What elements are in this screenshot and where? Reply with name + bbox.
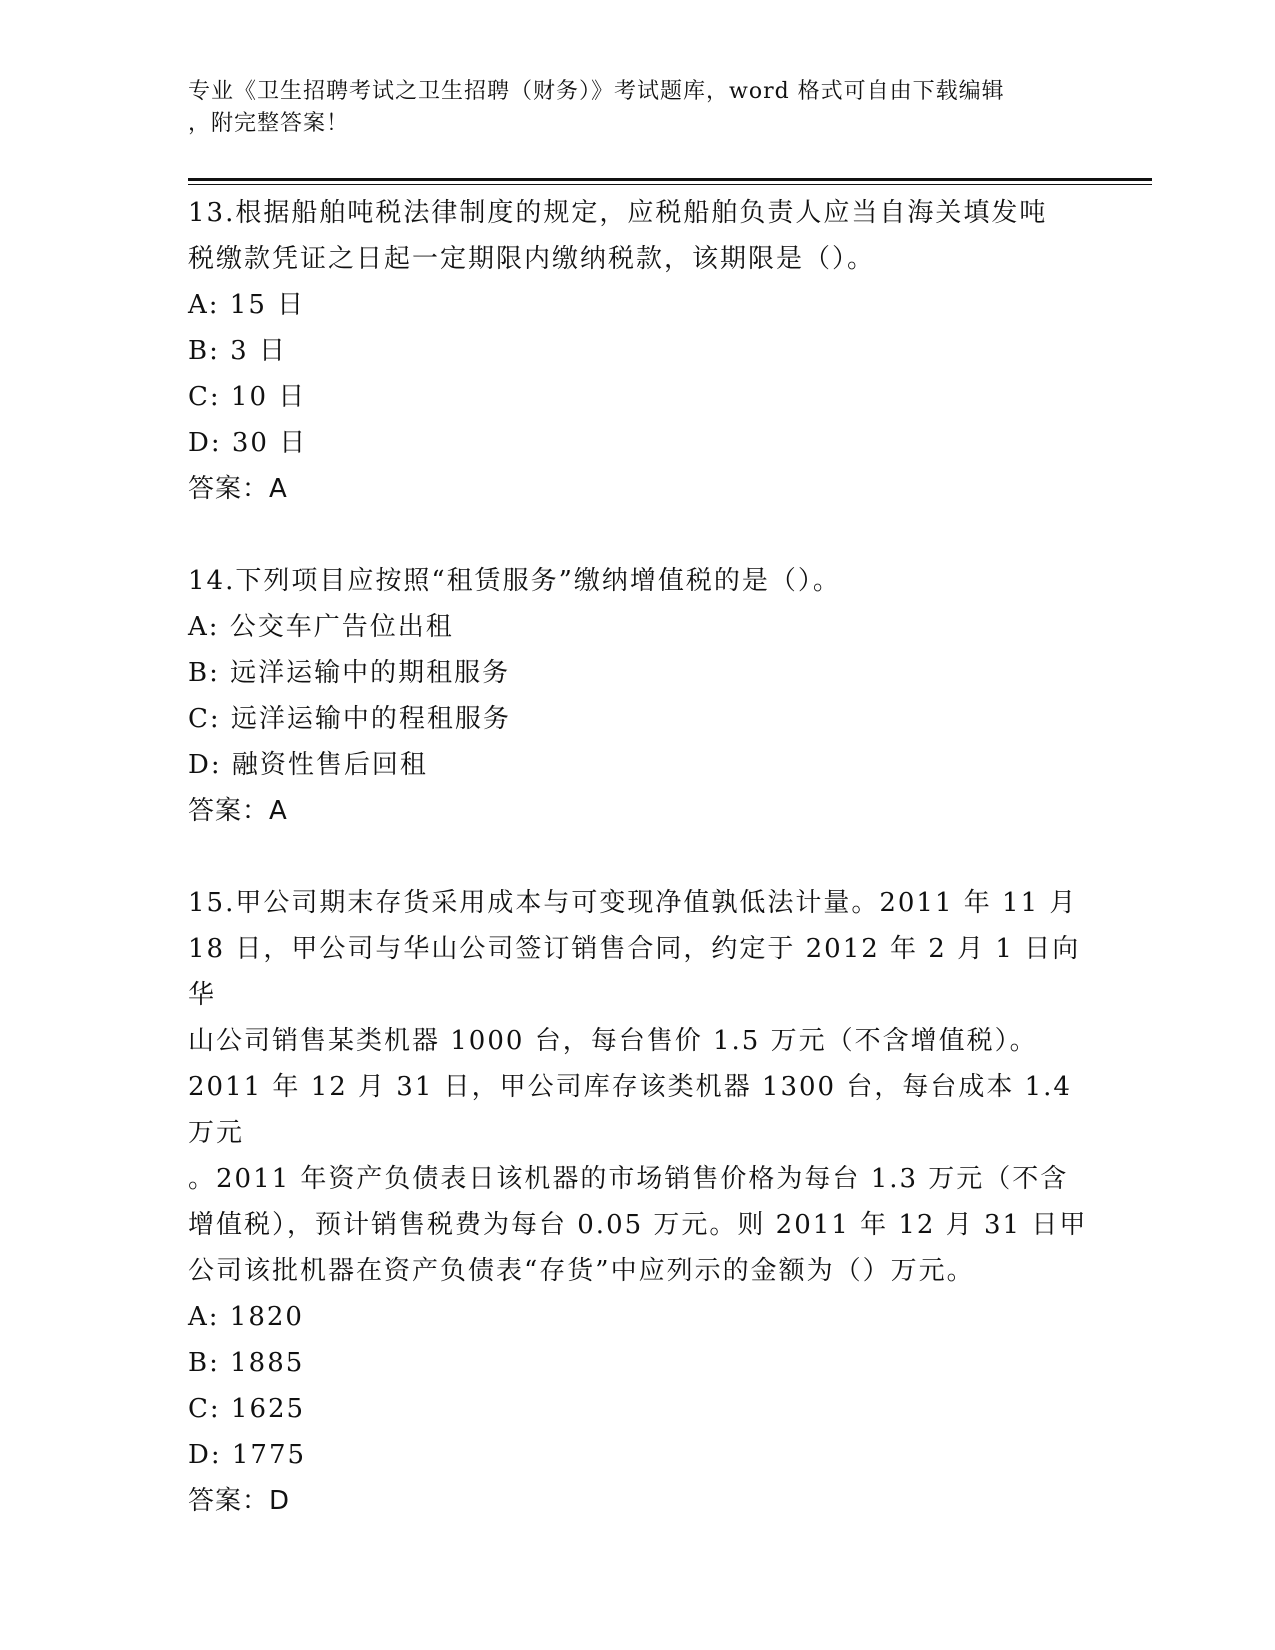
question-stem-line: 增值税），预计销售税费为每台 0.05 万元。则 2011 年 12 月 31 日甲 xyxy=(188,1210,1088,1240)
header-divider-thin xyxy=(188,184,1152,185)
option-c: C: 10 日 xyxy=(188,382,307,412)
option-a: A: 15 日 xyxy=(188,290,306,320)
question-stem-line: 公司该批机器在资产负债表“存货”中应列示的金额为（）万元。 xyxy=(188,1256,975,1286)
question-list xyxy=(188,190,1088,1570)
option-d: D: 1775 xyxy=(188,1440,307,1470)
option-b: B: 远洋运输中的期租服务 xyxy=(188,658,511,688)
option-d: D: 融资性售后回租 xyxy=(188,750,428,780)
option-a: A: 1820 xyxy=(188,1302,304,1332)
header-line-1: 专业《卫生招聘考试之卫生招聘（财务）》考试题库，word 格式可自由下载编辑 xyxy=(188,79,1005,104)
option-c: C: 1625 xyxy=(188,1394,306,1424)
question-14 xyxy=(188,558,1088,834)
question-stem-line: 2011 年 12 月 31 日，甲公司库存该类机器 1300 台，每台成本 1.4 万元 xyxy=(188,1072,1072,1148)
option-a: A: 公交车广告位出租 xyxy=(188,612,454,642)
option-d: D: 30 日 xyxy=(188,428,308,458)
question-stem-line: 13.根据船舶吨税法律制度的规定，应税船舶负责人应当自海关填发吨 xyxy=(188,198,1048,228)
answer-line: 答案：D xyxy=(188,1486,291,1516)
question-stem-line: 税缴款凭证之日起一定期限内缴纳税款，该期限是（）。 xyxy=(188,244,876,274)
document-header xyxy=(188,76,1068,140)
option-c: C: 远洋运输中的程租服务 xyxy=(188,704,511,734)
option-b: B: 1885 xyxy=(188,1348,305,1378)
question-stem-line: 。2011 年资产负债表日该机器的市场销售价格为每台 1.3 万元（不含 xyxy=(188,1164,1069,1194)
question-stem-line: 山公司销售某类机器 1000 台，每台售价 1.5 万元（不含增值税）。 xyxy=(188,1026,1038,1056)
header-divider-thick xyxy=(188,178,1152,181)
question-15 xyxy=(188,880,1088,1524)
answer-line: 答案：A xyxy=(188,474,288,504)
question-stem-line: 14.下列项目应按照“租赁服务”缴纳增值税的是（）。 xyxy=(188,566,841,596)
answer-line: 答案：A xyxy=(188,796,288,826)
question-stem-line: 18 日，甲公司与华山公司签订销售合同，约定于 2012 年 2 月 1 日向华 xyxy=(188,934,1081,1010)
question-stem-line: 15.甲公司期末存货采用成本与可变现净值孰低法计量。2011 年 11 月 xyxy=(188,888,1078,918)
header-line-2: ，附完整答案！ xyxy=(188,111,350,136)
question-13 xyxy=(188,190,1088,512)
option-b: B: 3 日 xyxy=(188,336,287,366)
